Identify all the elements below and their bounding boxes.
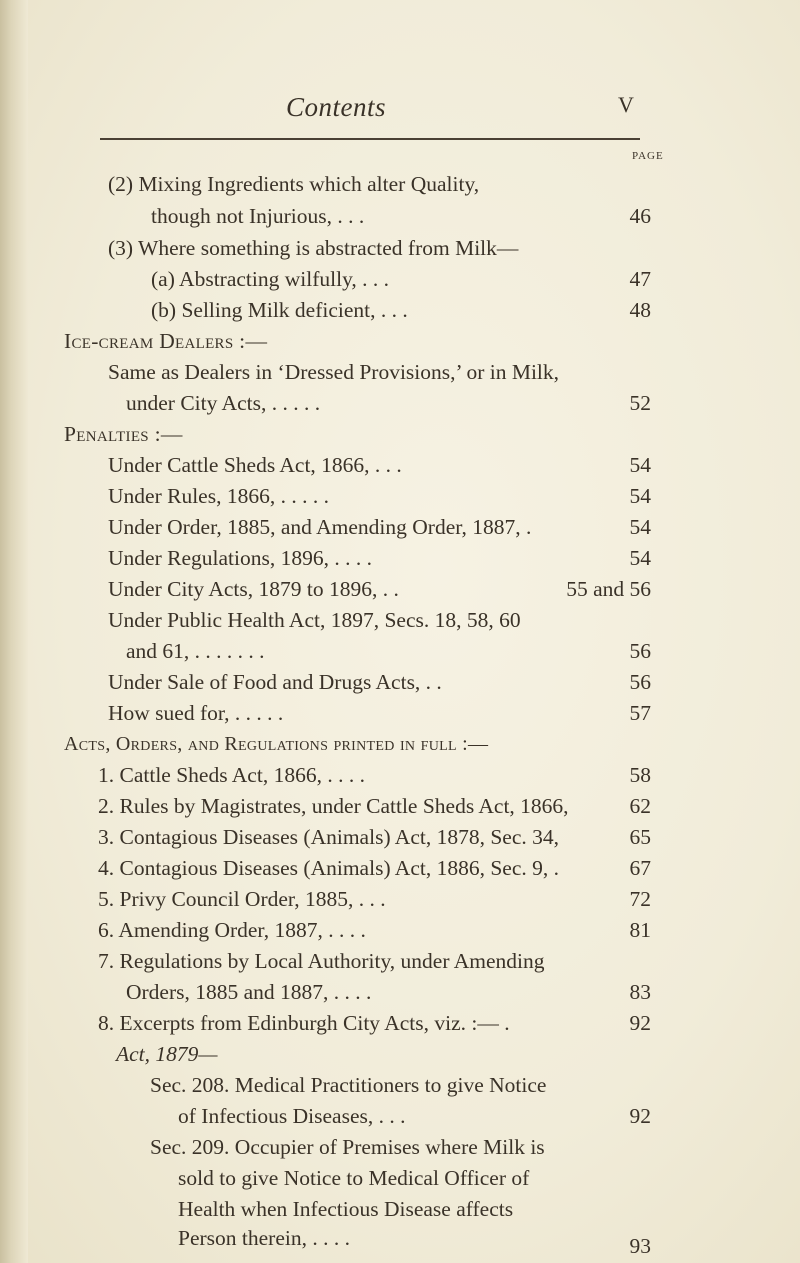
toc-entry-page: 48	[629, 298, 651, 322]
toc-entry-text: Under City Acts, 1879 to 1896, . .	[108, 577, 399, 601]
toc-entry-text: 6. Amending Order, 1887, . . . .	[98, 918, 366, 942]
toc-entry-text: of Infectious Diseases, . . .	[178, 1104, 406, 1128]
toc-entry-page: 52	[629, 391, 651, 415]
toc-entry-page: 72	[629, 887, 651, 911]
toc-entry-page: 92	[629, 1011, 651, 1035]
toc-entry-text: Under Order, 1885, and Amending Order, 1887, .	[108, 515, 532, 539]
toc-entry-text: under City Acts, . . . . .	[126, 391, 321, 415]
toc-entry-page: 55 and 56	[566, 577, 651, 601]
toc-subheading: Act, 1879—	[116, 1042, 218, 1066]
toc-entry-page: 83	[629, 980, 651, 1004]
toc-entry-page: 62	[629, 794, 651, 818]
toc-entry-page: 58	[629, 763, 651, 787]
toc-entry-page: 81	[629, 918, 651, 942]
toc-entry-page: 56	[629, 670, 651, 694]
toc-entry-text: Orders, 1885 and 1887, . . . .	[126, 980, 372, 1004]
toc-entry-page: 47	[629, 267, 651, 291]
running-header-title: Contents	[286, 92, 387, 122]
toc-entry-page: 67	[629, 856, 651, 880]
toc-entry-page: 54	[629, 546, 651, 570]
toc-entry-text: (2) Mixing Ingredients which alter Quality,	[108, 172, 480, 196]
toc-entry-page: 92	[629, 1104, 651, 1128]
toc-entry-text: Sec. 208. Medical Practitioners to give Notice	[150, 1073, 547, 1097]
toc-entry-page: 54	[629, 484, 651, 508]
toc-entry-text: sold to give Notice to Medical Officer of	[178, 1166, 530, 1190]
toc-entry-text: though not Injurious, . . .	[151, 204, 365, 228]
toc-section-heading: Acts, Orders, and Regulations printed in full :—	[64, 733, 489, 755]
toc-entry-text: 1. Cattle Sheds Act, 1866, . . . .	[98, 763, 365, 787]
header-rule	[100, 138, 640, 140]
toc-entry-text: 3. Contagious Diseases (Animals) Act, 1878, Sec. 34,	[98, 825, 560, 849]
toc-entry-text: (3) Where something is abstracted from Milk—	[108, 236, 519, 260]
toc-entry-page: 54	[629, 515, 651, 539]
toc-entry-text: Health when Infectious Disease affects	[178, 1197, 514, 1221]
toc-entry-text: How sued for, . . . . .	[108, 701, 284, 725]
toc-entry-text: Under Regulations, 1896, . . . .	[108, 546, 372, 570]
toc-entry-text: and 61, . . . . . . .	[126, 639, 265, 663]
toc-entry-text: Under Rules, 1866, . . . . .	[108, 484, 329, 508]
page-column-label: PAGE	[632, 150, 664, 162]
toc-entry-text: 5. Privy Council Order, 1885, . . .	[98, 887, 386, 911]
toc-entry-page: 93	[629, 1234, 651, 1258]
toc-entry-text: (b) Selling Milk deficient, . . .	[151, 298, 408, 322]
toc-entry-page: 46	[629, 204, 651, 228]
toc-entry-text: Under Cattle Sheds Act, 1866, . . .	[108, 453, 402, 477]
toc-entry-text: 4. Contagious Diseases (Animals) Act, 1886, Sec. 9, .	[98, 856, 560, 880]
toc-entry-text: 2. Rules by Magistrates, under Cattle Sheds Act, 1866,	[98, 794, 569, 818]
toc-entry-page: 54	[629, 453, 651, 477]
toc-entry-text: Under Sale of Food and Drugs Acts, . .	[108, 670, 442, 694]
toc-entry-page: 65	[629, 825, 651, 849]
toc-section-heading: Ice-cream Dealers :—	[64, 329, 268, 353]
toc-entry-text: 8. Excerpts from Edinburgh City Acts, viz. :— .	[98, 1011, 510, 1035]
toc-entry-page: 57	[629, 701, 651, 725]
toc-entry-text: Under Public Health Act, 1897, Secs. 18, 58, 60	[108, 608, 521, 632]
toc-entry-text: (a) Abstracting wilfully, . . .	[151, 267, 390, 291]
toc-entry-text: Person therein, . . . .	[178, 1226, 350, 1250]
toc-entry-page: 56	[629, 639, 651, 663]
toc-section-heading: Penalties :—	[64, 422, 183, 446]
running-header-page-numeral: V	[618, 92, 634, 117]
toc-entry-text: 7. Regulations by Local Authority, under Amending	[98, 949, 545, 973]
toc-entry-text: Sec. 209. Occupier of Premises where Milk is	[150, 1135, 545, 1159]
toc-entry-text: Same as Dealers in ‘Dressed Provisions,’ or in Milk,	[108, 360, 560, 384]
book-spine-shadow	[0, 0, 28, 1263]
